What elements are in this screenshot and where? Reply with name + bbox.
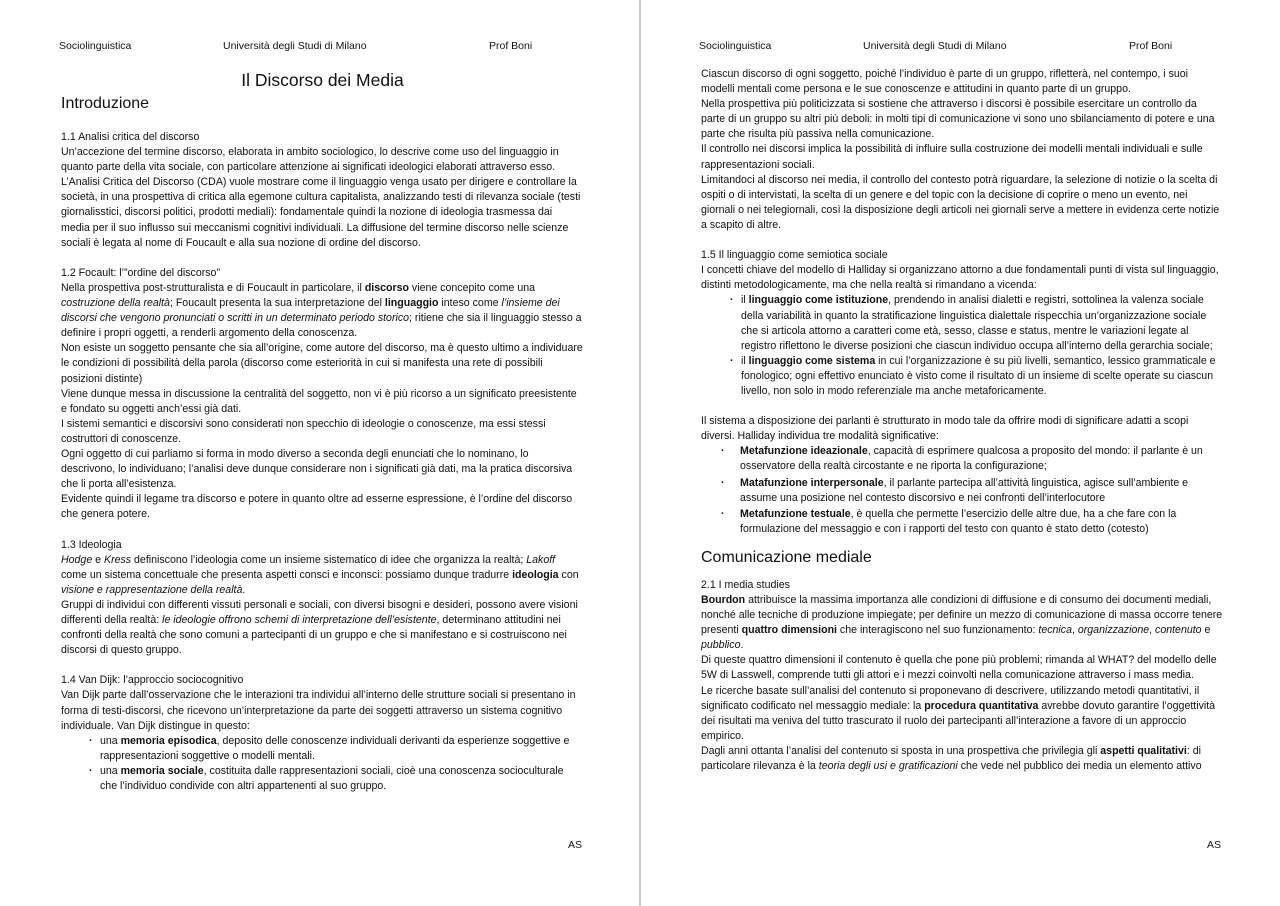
paragraph: Limitandoci al discorso nei media, il controllo del contesto potrà riguardare, la selezione di notizie o la scelta di ospiti o di intervistati, la scelta di un genere e del topic con la decisione di coprire o meno un evento, nei giornali o nei telegiornali, così la disposizione degli articoli nei giornali serve a mettere in evidenza certe notizie a scapito di altre.: [701, 173, 1220, 231]
list-item: · Metafunzione ideazionale, capacità di esprimere qualcosa a proposito del mondo: il parlante è un osservatore della realtà circostante e ne riporta la configurazione;: [701, 444, 1223, 474]
section-1-5-text: Il sistema a disposizione dei parlanti è strutturato in modo tale da offrire modi di significare adatti a scopi diversi. Halliday individua tre modalità significative:: [701, 415, 1189, 443]
header-university: Università degli Studi di Milano: [863, 40, 1007, 52]
metafunctions-list: [701, 444, 1223, 537]
list-item: · Metafunzione testuale, è quella che permette l’esercizio delle altre due, ha a che fare con la formulazione del messaggio e con i rapporti del testo con quanto è stato detto (cotesto): [701, 507, 1223, 537]
paragraph: Il controllo nei discorsi implica la possibilità di influire sulla costruzione dei modelli mentali individuali e sulle rappresentazioni sociali.: [701, 143, 1203, 171]
section-1-5-title: 1.5 Il linguaggio come semiotica sociale: [701, 249, 888, 262]
section-1-2-paragraph: Ogni oggetto di cui parliamo si forma in modo diverso a seconda degli enunciati che lo nominano, lo descrivono, lo individuano; l’analisi deve dunque considerare non i significati già dati, ma la pratica discorsiva che li porta all’esistenza.: [61, 447, 573, 491]
section-1-2-title: 1.2 Focault: l’”ordine del discorso”: [61, 266, 220, 279]
section-2-1-paragraph: Di queste quattro dimensioni il contenuto è quella che pone più problemi; rimanda al WHAT? del modello delle 5W di Lasswell, comprende tutti gli attori e i mezzi coinvolti nella comunicazione attraverso i mass media.: [701, 654, 1217, 682]
header-subject: Sociolinguistica: [59, 40, 132, 52]
list-item: · il linguaggio come sistema in cui l’organizzazione è su più livelli, semantico, lessico grammaticale e fonologico; ogni effettivo enunciato è visto come il risultato di un insieme di scelte operate su ciascun livello, non solo in modo referenziale ma anche metaforicamente.: [701, 354, 1223, 399]
right-body: [701, 67, 1223, 774]
header-university: Università degli Studi di Milano: [223, 40, 367, 52]
section-2-1-title: 2.1 I media studies: [701, 578, 790, 591]
language-views-list: [701, 293, 1223, 399]
section-1-3-paragraph: Hodge e Kress definiscono l’ideologia come un insieme sistematico di idee che organizza la realtà; Lakoff come un sistema concettuale che presenta aspetti consci e inconsci: possiamo dunque tradurre ideologia con visione e rappresentazione della realtà.: [61, 553, 579, 596]
section-2-1-paragraph: Dagli anni ottanta l’analisi del contenuto si sposta in una prospettiva che privilegia gli aspetti qualitativi: di particolare rilevanza è la teoria degli usi e gratificazioni che vede nel pubblico dei media un elemento attivo: [701, 744, 1202, 773]
list-item: · Matafunzione interpersonale, il parlante partecipa all’attività linguistica, agisce sull’ambiente e assume una posizione nel contesto discorsivo e nei confronti dell’interlocutore: [701, 476, 1223, 506]
section-1-4-title: 1.4 Van Dijk: l’approccio sociocognitivo: [61, 674, 244, 687]
memory-list: [61, 734, 583, 794]
section-1-3-title: 1.3 Ideologia: [61, 538, 122, 551]
list-item: · il linguaggio come istituzione, prendendo in analisi dialetti e registri, sottolinea la valenza sociale della variabilità in quanto la stratificazione linguistica dialettale rispecchia un’organizzazione sociale che si articola attorno a caratteri come età, sesso, classe e status, mentre le variazioni legate al registro riflettono le diverse posizioni che ciascun individuo occupa all’interno della gerarchia sociale;: [701, 293, 1223, 353]
page-footer-label: AS: [568, 839, 583, 851]
section-2-1-paragraph: Le ricerche basate sull’analisi del contenuto si proponevano di descrivere, utilizzando metodi quantitativi, il significato codificato nel messaggio mediale: la procedura quantitativa avrebbe dovuto garantire l’oggettività dei risultati ma veniva del tutto trascurato il ruolo dei partecipanti all’interazione a favore di un approccio empirico.: [701, 684, 1216, 742]
section-1-5-text: I concetti chiave del modello di Halliday si organizzano attorno a due fondamentali punti di vista sul linguaggio, distinti metodologicamente, ma che nella realtà si rimandano a vicenda:: [701, 264, 1219, 292]
section-1-1-text: Un’accezione del termine discorso, elaborata in ambito sociologico, lo descrive come uso del linguaggio in quanto parte della vita sociale, con particolare attenzione ai significati ideologici elaborati attraverso esso. L’Analisi Critica del Discorso (CDA) vuole mostrare come il linguaggio venga usato per dirigere e controllare la società, in una prospettiva di critica alla egemone cultura capitalista, analizzando testi di rilevanza sociale (testi giornalisstici, discorsi politici, prodotti mediali): fondamentale quindi la nozione di ideologia trasmessa dai media per il suo influsso sui meccanismi cognitivi individuali. La diffusione del termine discorso nelle scienze sociali è legata al nome di Foucault e alla sua nozione di ordine del discorso.: [61, 146, 581, 249]
section-1-2-paragraph: I sistemi semantici e discorsivi sono considerati non specchio di ideologie o conoscenze, ma essi stessi costruttori di conoscenze.: [61, 417, 546, 445]
paragraph: Nella prospettiva più politicizzata si sostiene che attraverso i discorsi è possibile esercitare un controllo da parte di un gruppo su altri più deboli: in molti tipi di comunicazione vi sono uno sbilanciamento di potere e una parte che risulta più passiva nella comunicazione.: [701, 98, 1215, 141]
section-1-2-paragraph: Evidente quindi il legame tra discorso e potere in quanto oltre ad esserne espressione, è l’ordine del discorso che genera potere.: [61, 493, 573, 521]
left-page: [0, 0, 639, 906]
section-2-heading: Comunicazione mediale: [701, 548, 872, 566]
page-header: [641, 39, 1280, 53]
section-1-1-title: 1.1 Analisi critica del discorso: [61, 131, 200, 143]
page-header: [0, 39, 639, 53]
document-title: Il Discorso dei Media: [241, 70, 404, 90]
right-page: [641, 0, 1280, 906]
list-item: · una memoria episodica, deposito delle conoscenze individuali derivanti da esperienze soggettive e rappresentazioni soggettive o modelli mentali.: [61, 734, 583, 764]
paragraph: Ciascun discorso di ogni soggetto, poiché l’individuo è parte di un gruppo, rifletterà, nel contempo, i suoi modelli mentali come persona e le sue conoscenze e attitudini in quanto parte di un gruppo.: [701, 68, 1189, 96]
header-professor: Prof Boni: [1129, 40, 1173, 52]
section-1-2-paragraph: Non esiste un soggetto pensante che sia all’origine, come autore del discorso, ma è questo ultimo a individuare le condizioni di possibilità della parola (discorso come esteriorità in cui si manifesta una rete di possibili posizioni distinte): [61, 342, 583, 385]
section-2-1-paragraph: Bourdon attribuisce la massima importanza alle condizioni di diffusione e di consumo dei documenti mediali, nonché alle tecniche di produzione impiegate; per definire un mezzo di comunicazione di massa occorre tenere presenti quattro dimensioni che interagiscono nel suo funzionamento: tecnica, organizzazione, contenuto e pubblico.: [701, 594, 1223, 652]
section-1-3-paragraph: Gruppi di individui con differenti vissuti personali e sociali, con diversi bisogni e desideri, possono avere visioni differenti della realtà: le ideologie offrono schemi di interpretazione dell’esistente, determinano attitudini nei confronti della realtà che sono comuni a partecipanti di un gruppo e che si manifestano e si costruiscono nei discorsi di questo gruppo.: [61, 598, 578, 657]
page-footer-label: AS: [1207, 839, 1222, 851]
section-1-4-text: Van Dijk parte dall’osservazione che le interazioni tra individui all’interno delle strutture sociali si presentano in forma di testi-discorsi, che ricevono un’interpretazione da parte dei soggetti attraverso un sistema cognitivo individuale. Van Dijk distingue in questo:: [61, 689, 576, 732]
left-body: [61, 130, 583, 794]
header-professor: Prof Boni: [489, 40, 533, 52]
header-subject: Sociolinguistica: [699, 40, 772, 52]
introduction-heading: Introduzione: [61, 95, 150, 112]
section-1-2-paragraph: Viene dunque messa in discussione la centralità del soggetto, non vi è più ricorso a un significato preesistente e fondato su oggetti anch’essi già dati.: [61, 387, 577, 415]
section-1-2-paragraph: Nella prospettiva post-strutturalista e di Foucault in particolare, il discorso viene concepito come una costruzione della realtà; Foucault presenta la sua interpretazione del linguaggio inteso come l’insieme dei discorsi che vengono pronunciati o scritti in un determinato periodo storico; ritiene che sia il linguaggio stesso a definire i propri oggetti, a renderli argomento della conoscenza.: [61, 281, 582, 340]
list-item: · una memoria sociale, costituita dalle rappresentazioni sociali, cioè una conoscenza socioculturale che l’individuo condivide con altri appartenenti al suo gruppo.: [61, 764, 583, 794]
